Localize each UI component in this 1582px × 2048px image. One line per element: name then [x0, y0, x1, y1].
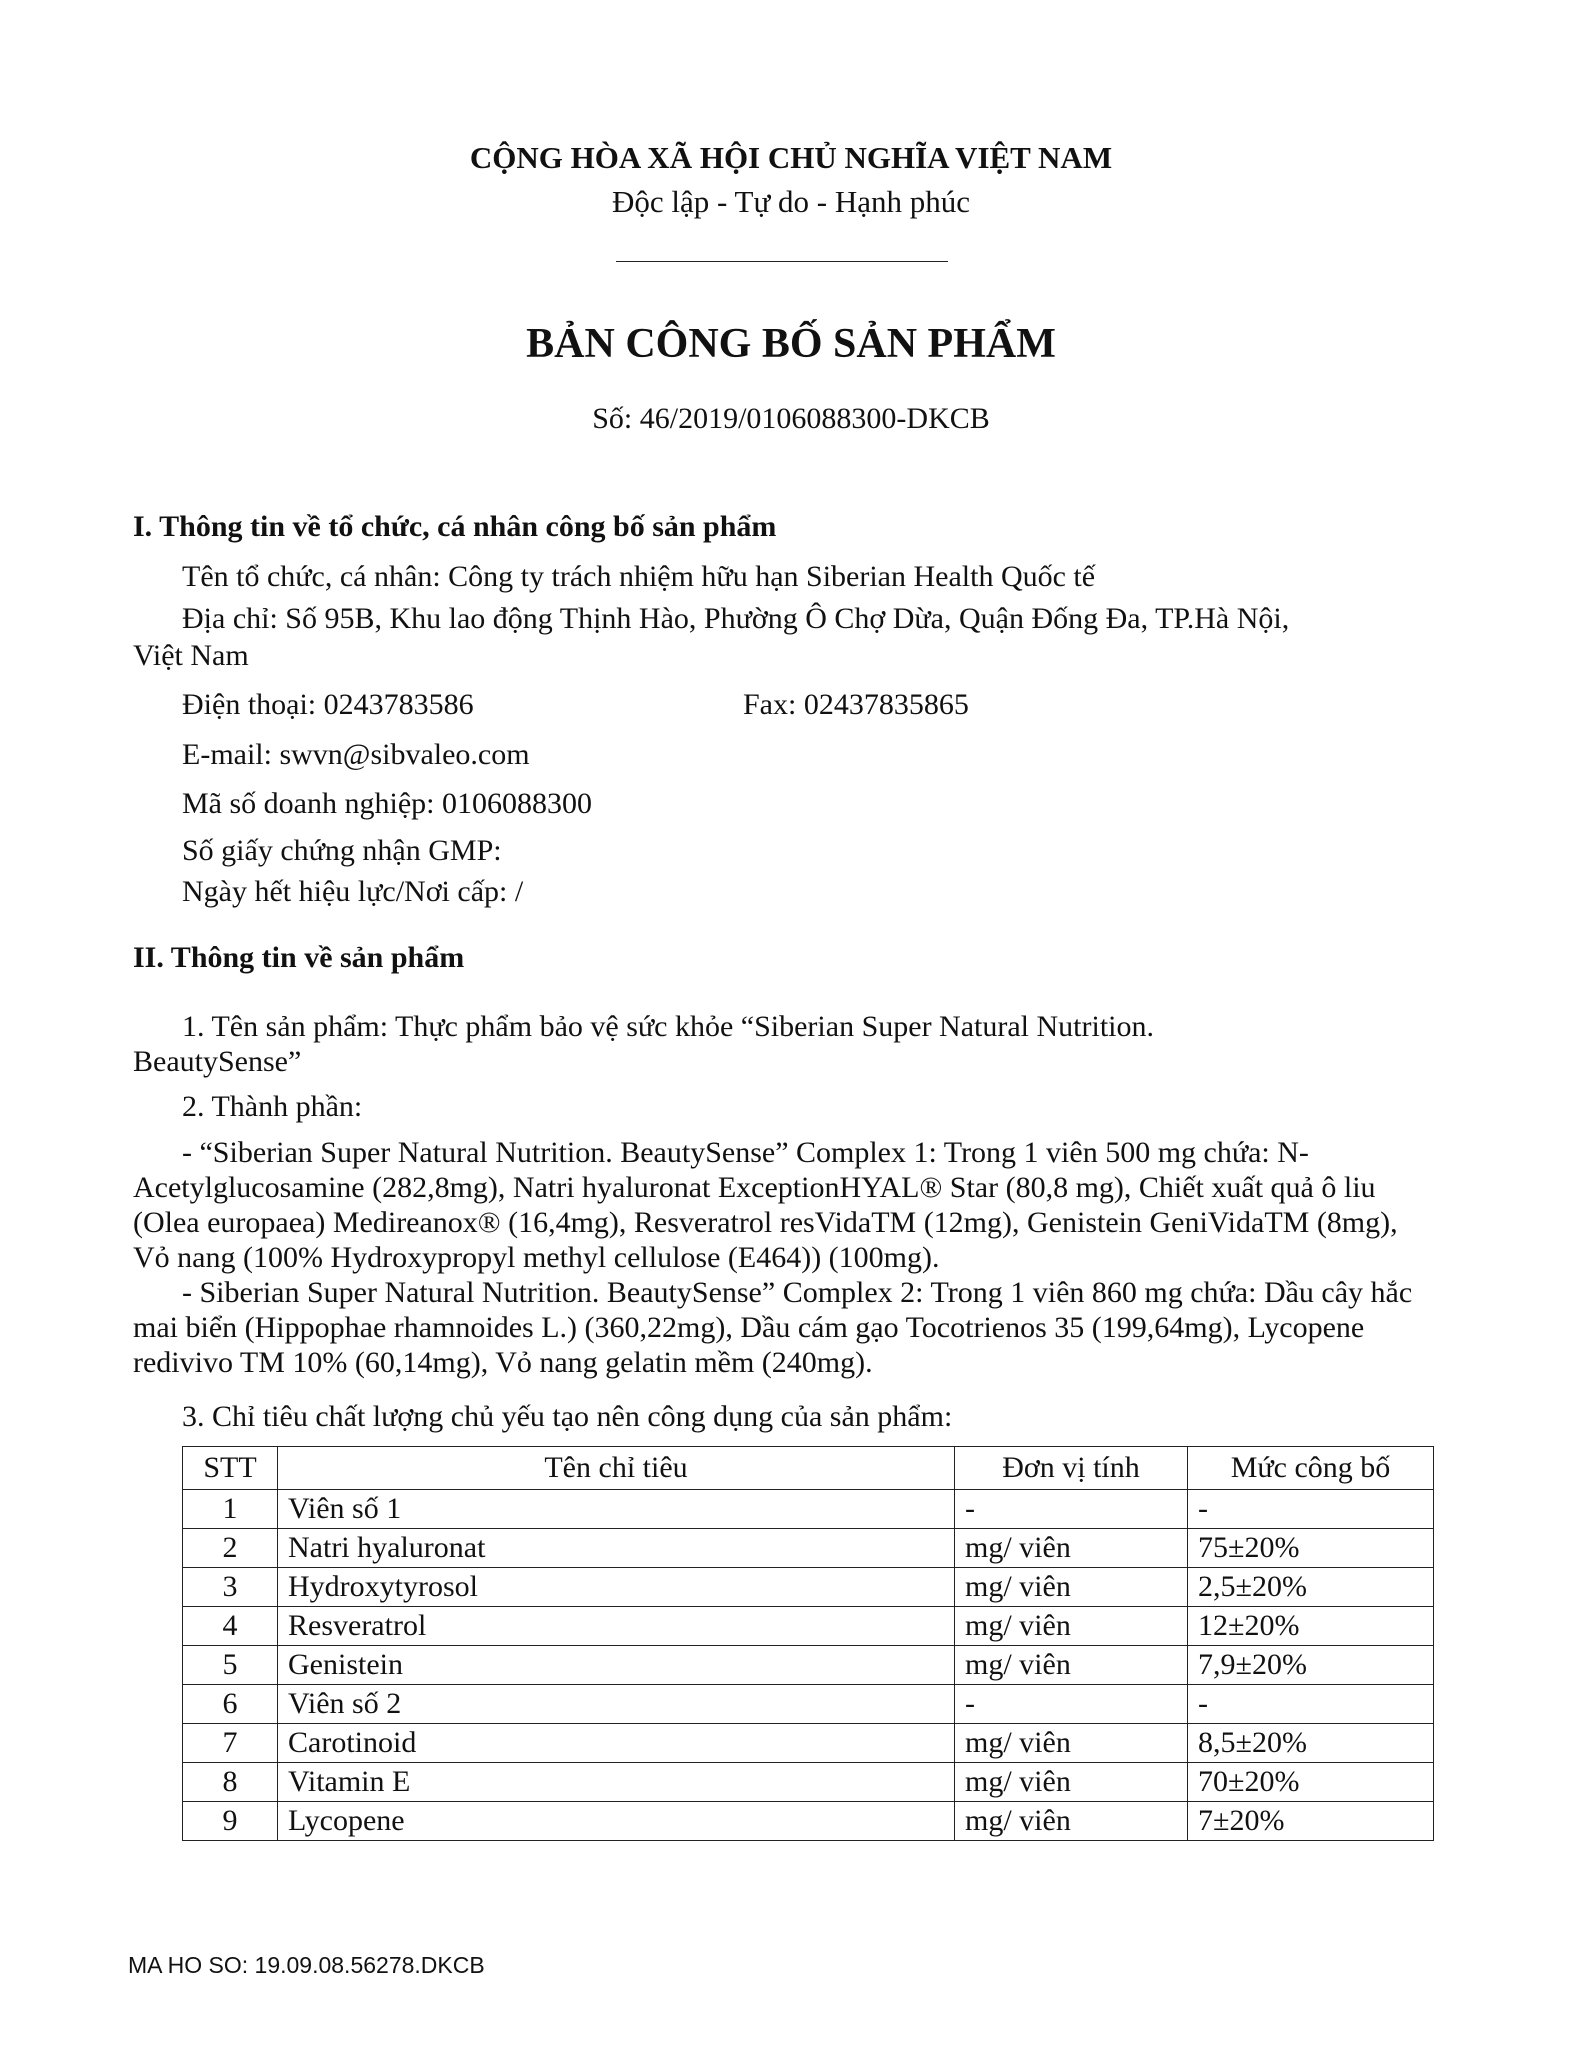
cell-value: - [1188, 1685, 1434, 1724]
product-name-line-2: BeautySense” [133, 1045, 302, 1078]
cell-unit: mg/ viên [955, 1646, 1188, 1685]
cell-unit: - [955, 1685, 1188, 1724]
expiry: Ngày hết hiệu lực/Nơi cấp: / [182, 875, 524, 908]
address-line-2: Việt Nam [133, 639, 249, 672]
cell-value: 8,5±20% [1188, 1724, 1434, 1763]
table-row [183, 1529, 1434, 1568]
cell-unit: mg/ viên [955, 1568, 1188, 1607]
cell-stt: 4 [183, 1607, 278, 1646]
cell-name: Hydroxytyrosol [278, 1568, 955, 1607]
tax-code: Mã số doanh nghiệp: 0106088300 [182, 787, 592, 820]
cell-name: Lycopene [278, 1802, 955, 1841]
table-row [183, 1763, 1434, 1802]
table-row [183, 1724, 1434, 1763]
cell-name: Genistein [278, 1646, 955, 1685]
cell-value: 70±20% [1188, 1763, 1434, 1802]
cell-value: 75±20% [1188, 1529, 1434, 1568]
cell-value: 2,5±20% [1188, 1568, 1434, 1607]
document-number: Số: 46/2019/0106088300-DKCB [592, 402, 990, 435]
cell-value: - [1188, 1490, 1434, 1529]
cell-name: Resveratrol [278, 1607, 955, 1646]
header-value: Mức công bố [1188, 1447, 1434, 1490]
fax: Fax: 02437835865 [743, 688, 969, 721]
complex-1: - “Siberian Super Natural Nutrition. BeautySense” Complex 1: Trong 1 viên 500 mg chứa: N-Acetylglucosamine (282,8mg), Natri hyaluronat ExceptionHYAL® Star (80,8 mg), Chiết xuất quả ô liu (Olea europaea) Medireanox® (16,4mg), Resveratrol resVidaTM (12mg), Genistein GeniVidaTM (8mg), Vỏ nang (100% Hydroxypropyl methyl cellulose (E464)) (100mg). [133, 1136, 1398, 1274]
email: E-mail: swvn@sibvaleo.com [182, 738, 530, 771]
cell-name: Carotinoid [278, 1724, 955, 1763]
cell-name: Natri hyaluronat [278, 1529, 955, 1568]
cell-stt: 1 [183, 1490, 278, 1529]
motto: Độc lập - Tự do - Hạnh phúc [612, 184, 970, 219]
table-row [183, 1802, 1434, 1841]
cell-unit: mg/ viên [955, 1607, 1188, 1646]
phone: Điện thoại: 0243783586 [182, 688, 474, 721]
cell-stt: 2 [183, 1529, 278, 1568]
cell-stt: 5 [183, 1646, 278, 1685]
cell-value: 7,9±20% [1188, 1646, 1434, 1685]
gmp-certificate: Số giấy chứng nhận GMP: [182, 834, 502, 867]
table-row [183, 1685, 1434, 1724]
cell-unit: - [955, 1490, 1188, 1529]
cell-unit: mg/ viên [955, 1529, 1188, 1568]
quality-table [182, 1446, 1434, 1841]
cell-name: Vitamin E [278, 1763, 955, 1802]
table-header-row [183, 1447, 1434, 1490]
table-row [183, 1490, 1434, 1529]
org-name: Tên tổ chức, cá nhân: Công ty trách nhiệm hữu hạn Siberian Health Quốc tế [182, 560, 1096, 593]
cell-unit: mg/ viên [955, 1763, 1188, 1802]
section-1-heading: I. Thông tin về tổ chức, cá nhân công bố sản phẩm [133, 510, 777, 543]
cell-value: 12±20% [1188, 1607, 1434, 1646]
nation-title: CỘNG HÒA XÃ HỘI CHỦ NGHĨA VIỆT NAM [469, 140, 1113, 175]
complex-2: - Siberian Super Natural Nutrition. BeautySense” Complex 2: Trong 1 viên 860 mg chứa: Dầu cây hắc mai biển (Hippophae rhamnoides L.) (360,22mg), Dầu cám gạo Tocotrienos 35 (199,64mg), Lycopene redivivo TM 10% (60,14mg), Vỏ nang gelatin mềm (240mg). [133, 1276, 1413, 1379]
cell-value: 7±20% [1188, 1802, 1434, 1841]
header-name: Tên chỉ tiêu [278, 1447, 955, 1490]
cell-unit: mg/ viên [955, 1724, 1188, 1763]
cell-stt: 8 [183, 1763, 278, 1802]
composition-label: 2. Thành phần: [182, 1090, 363, 1123]
cell-stt: 9 [183, 1802, 278, 1841]
quality-label: 3. Chỉ tiêu chất lượng chủ yếu tạo nên công dụng của sản phẩm: [182, 1400, 953, 1433]
cell-stt: 7 [183, 1724, 278, 1763]
cell-unit: mg/ viên [955, 1802, 1188, 1841]
product-name-line-1: 1. Tên sản phẩm: Thực phẩm bảo vệ sức khỏe “Siberian Super Natural Nutrition. [182, 1010, 1155, 1043]
cell-name: Viên số 2 [278, 1685, 955, 1724]
table-row [183, 1646, 1434, 1685]
header-unit: Đơn vị tính [955, 1447, 1188, 1490]
cell-stt: 3 [183, 1568, 278, 1607]
address-line-1: Địa chỉ: Số 95B, Khu lao động Thịnh Hào, Phường Ô Chợ Dừa, Quận Đống Đa, TP.Hà Nội, [182, 602, 1290, 635]
cell-name: Viên số 1 [278, 1490, 955, 1529]
document-title: BẢN CÔNG BỐ SẢN PHẨM [526, 321, 1056, 367]
table-row [183, 1607, 1434, 1646]
section-2-heading: II. Thông tin về sản phẩm [133, 941, 465, 974]
header-stt: STT [183, 1447, 278, 1490]
table-row [183, 1568, 1434, 1607]
header-divider [616, 261, 948, 262]
cell-stt: 6 [183, 1685, 278, 1724]
dossier-code: MA HO SO: 19.09.08.56278.DKCB [128, 1952, 485, 1978]
